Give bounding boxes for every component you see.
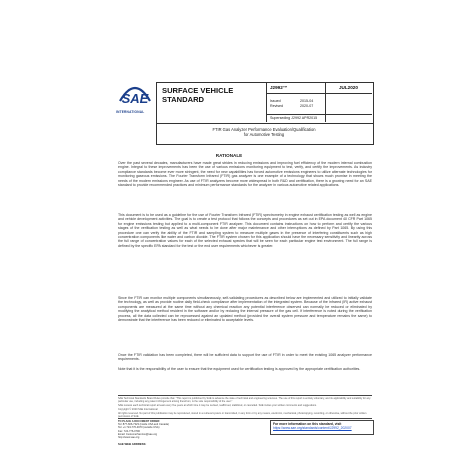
subtitle-line: FTIR Gas Analyzer Performance Evaluation/Qualification [212,127,316,132]
contact-website: http://www.sae.org [118,436,140,440]
footer-fineprint: All rights reserved. No part of this publication may be reproduced, stored in a retrieval system or transmitted, in any form or by any means, electronic, mechanical, photocopying, recording, or otherwise, without the prior written permission of SAE. [118,412,367,418]
document-date: JUL2020 [339,85,358,90]
contact-line: Tel: +1 724-776-4970 (outside USA) [118,426,160,430]
subtitle-line: for Automotive Testing [243,132,285,137]
title-line: SURFACE VEHICLE [162,86,234,95]
body-paragraph: Once the FTIR validation has been completed, there will be sufficient data to support the use of FTIR in order to meet the existing 1065 analyzer performance requirements. [118,353,372,362]
order-contact-block [118,420,258,439]
logo-subtext: INTERNATIONAL [116,110,145,114]
header-divider [266,93,372,94]
header-divider [325,82,326,122]
logo-text: SAE [121,91,149,106]
contact-email: Email: CustomerService@sae.org [118,432,158,436]
footer-fineprint: SAE Technical Standards Board Rules provide that: "This report is published by SAE to advance the state of technical and engineering sciences. The use of this report is entirely voluntary, and its applicability and suitability for any particular use, including any patent infringement arising therefrom, is the sole responsibility of the user." [118,397,371,403]
footer-divider [118,395,372,396]
footer-copyright: Copyright © 2020 SAE International [118,408,158,411]
contact-line: Tel: 877-606-7323 (inside USA and Canada) [118,423,169,427]
standard-link[interactable]: https://www.sae.org/standards/content/J2992_202007 [273,426,352,430]
contact-heading: TO PLACE A DOCUMENT ORDER: [118,420,161,423]
title-line: STANDARD [162,95,205,104]
body-paragraph: Over the past several decades, manufacturers have made great strides in reducing emissions and improving fuel efficiency of the modern internal combustion engine. Integral to these improvements has been the use of various emissions monitoring equipment to test, verify, and certify the improvements. As industry compliance standards become ever more stringent, the need for new capabilities has forced automotive emissions engineers to utilize alternate technologies for monitoring gaseous emissions. The Fourier Transform Infrared (FTIR) gas analyzer is one example of a technology that shows much promise in meeting the needs of the modern emissions engineer. As use of FTIR analyzers become more widespread in both R&D and certification, there is a growing need for an SAE standard to provide recommended practices and minimum performance standards for the analyzer in various automotive related applications. [118,161,372,188]
header-divider [266,114,372,115]
revised-value: 2020-07 [300,104,314,108]
issued-value: 2015-04 [300,99,314,103]
superseding-note: Superseding J2992 APR2015 [270,116,318,120]
web-address-label: SAE WEB ADDRESS: [118,442,147,446]
sae-logo-icon [118,79,152,107]
body-paragraph: Since the FTIR can monitor multiple components simultaneously, self-validating procedures as described below are implemented and utilized to initially validate the technology, as well as provide routine daily field-check compliance after implementation of the integrated system. Because of the infrared (IR) active exhaust components are measured at the same time without any chemical reaction any potential interference observed can normally be reduced or eliminated by modifying the analytical method resident in the software and/or by reducing the internal pressure of the gas cell. If interference is noted during the verification process, all the data collected can be reprocessed against an updated method (provided the overall system pressure and temperature remains the same) to demonstrate that the interference has been reduced or eliminated to acceptable levels. [118,296,372,323]
header-divider [266,82,267,122]
body-paragraph: Note that it is the responsibility of the user to ensure that the equipment used for certification testing is approved by the appropriate certification authorities. [118,367,361,371]
body-paragraph: This document is to be used as a guideline for the use of Fourier Transform Infrared (FTIR) spectrometry in engine exhaust certification testing as well as engine and vehicle development activities. The goal is to create a test protocol that follows the concepts and procedures as set out in EPA document 40 CFR Part 1065 for engine emissions testing but applied to a multi-component FTIR analyzer. This document contains instructions on how to perform and certify the various stages of the verification testing as well as what needs to be done after major maintenance and other interruptions as defined by Part 1065. By using this procedure one can verify the ability of the FTIR and sampling system to measure multiple gases in the presence of interfering constituents such as high concentration components like water and carbon dioxide. The FTIR system chosen for this application should have the necessary sensitivity and linearity across the full range of concentration values for each of the selected exhaust species that will be seen for each particular engine test environment. The full range is defined by the specific EPA standard for the test or the end user requirements whichever is greater. [118,213,372,248]
contact-line: Fax: 724-776-0790 [118,429,140,433]
issued-label: Issued [270,99,281,103]
document-subtitle [156,127,372,137]
document-number: J2992™ [270,85,288,90]
info-text: For more information on this standard, visit [273,422,342,426]
revised-label: Revised [270,104,283,108]
section-heading: RATIONALE [215,153,243,158]
document-type-title [162,86,262,104]
footer-fineprint: SAE reviews each technical report at least every five years at which time it may be revised, reaffirmed, stabilized, or cancelled. SAE invites your written comments and suggestions. [118,404,317,407]
